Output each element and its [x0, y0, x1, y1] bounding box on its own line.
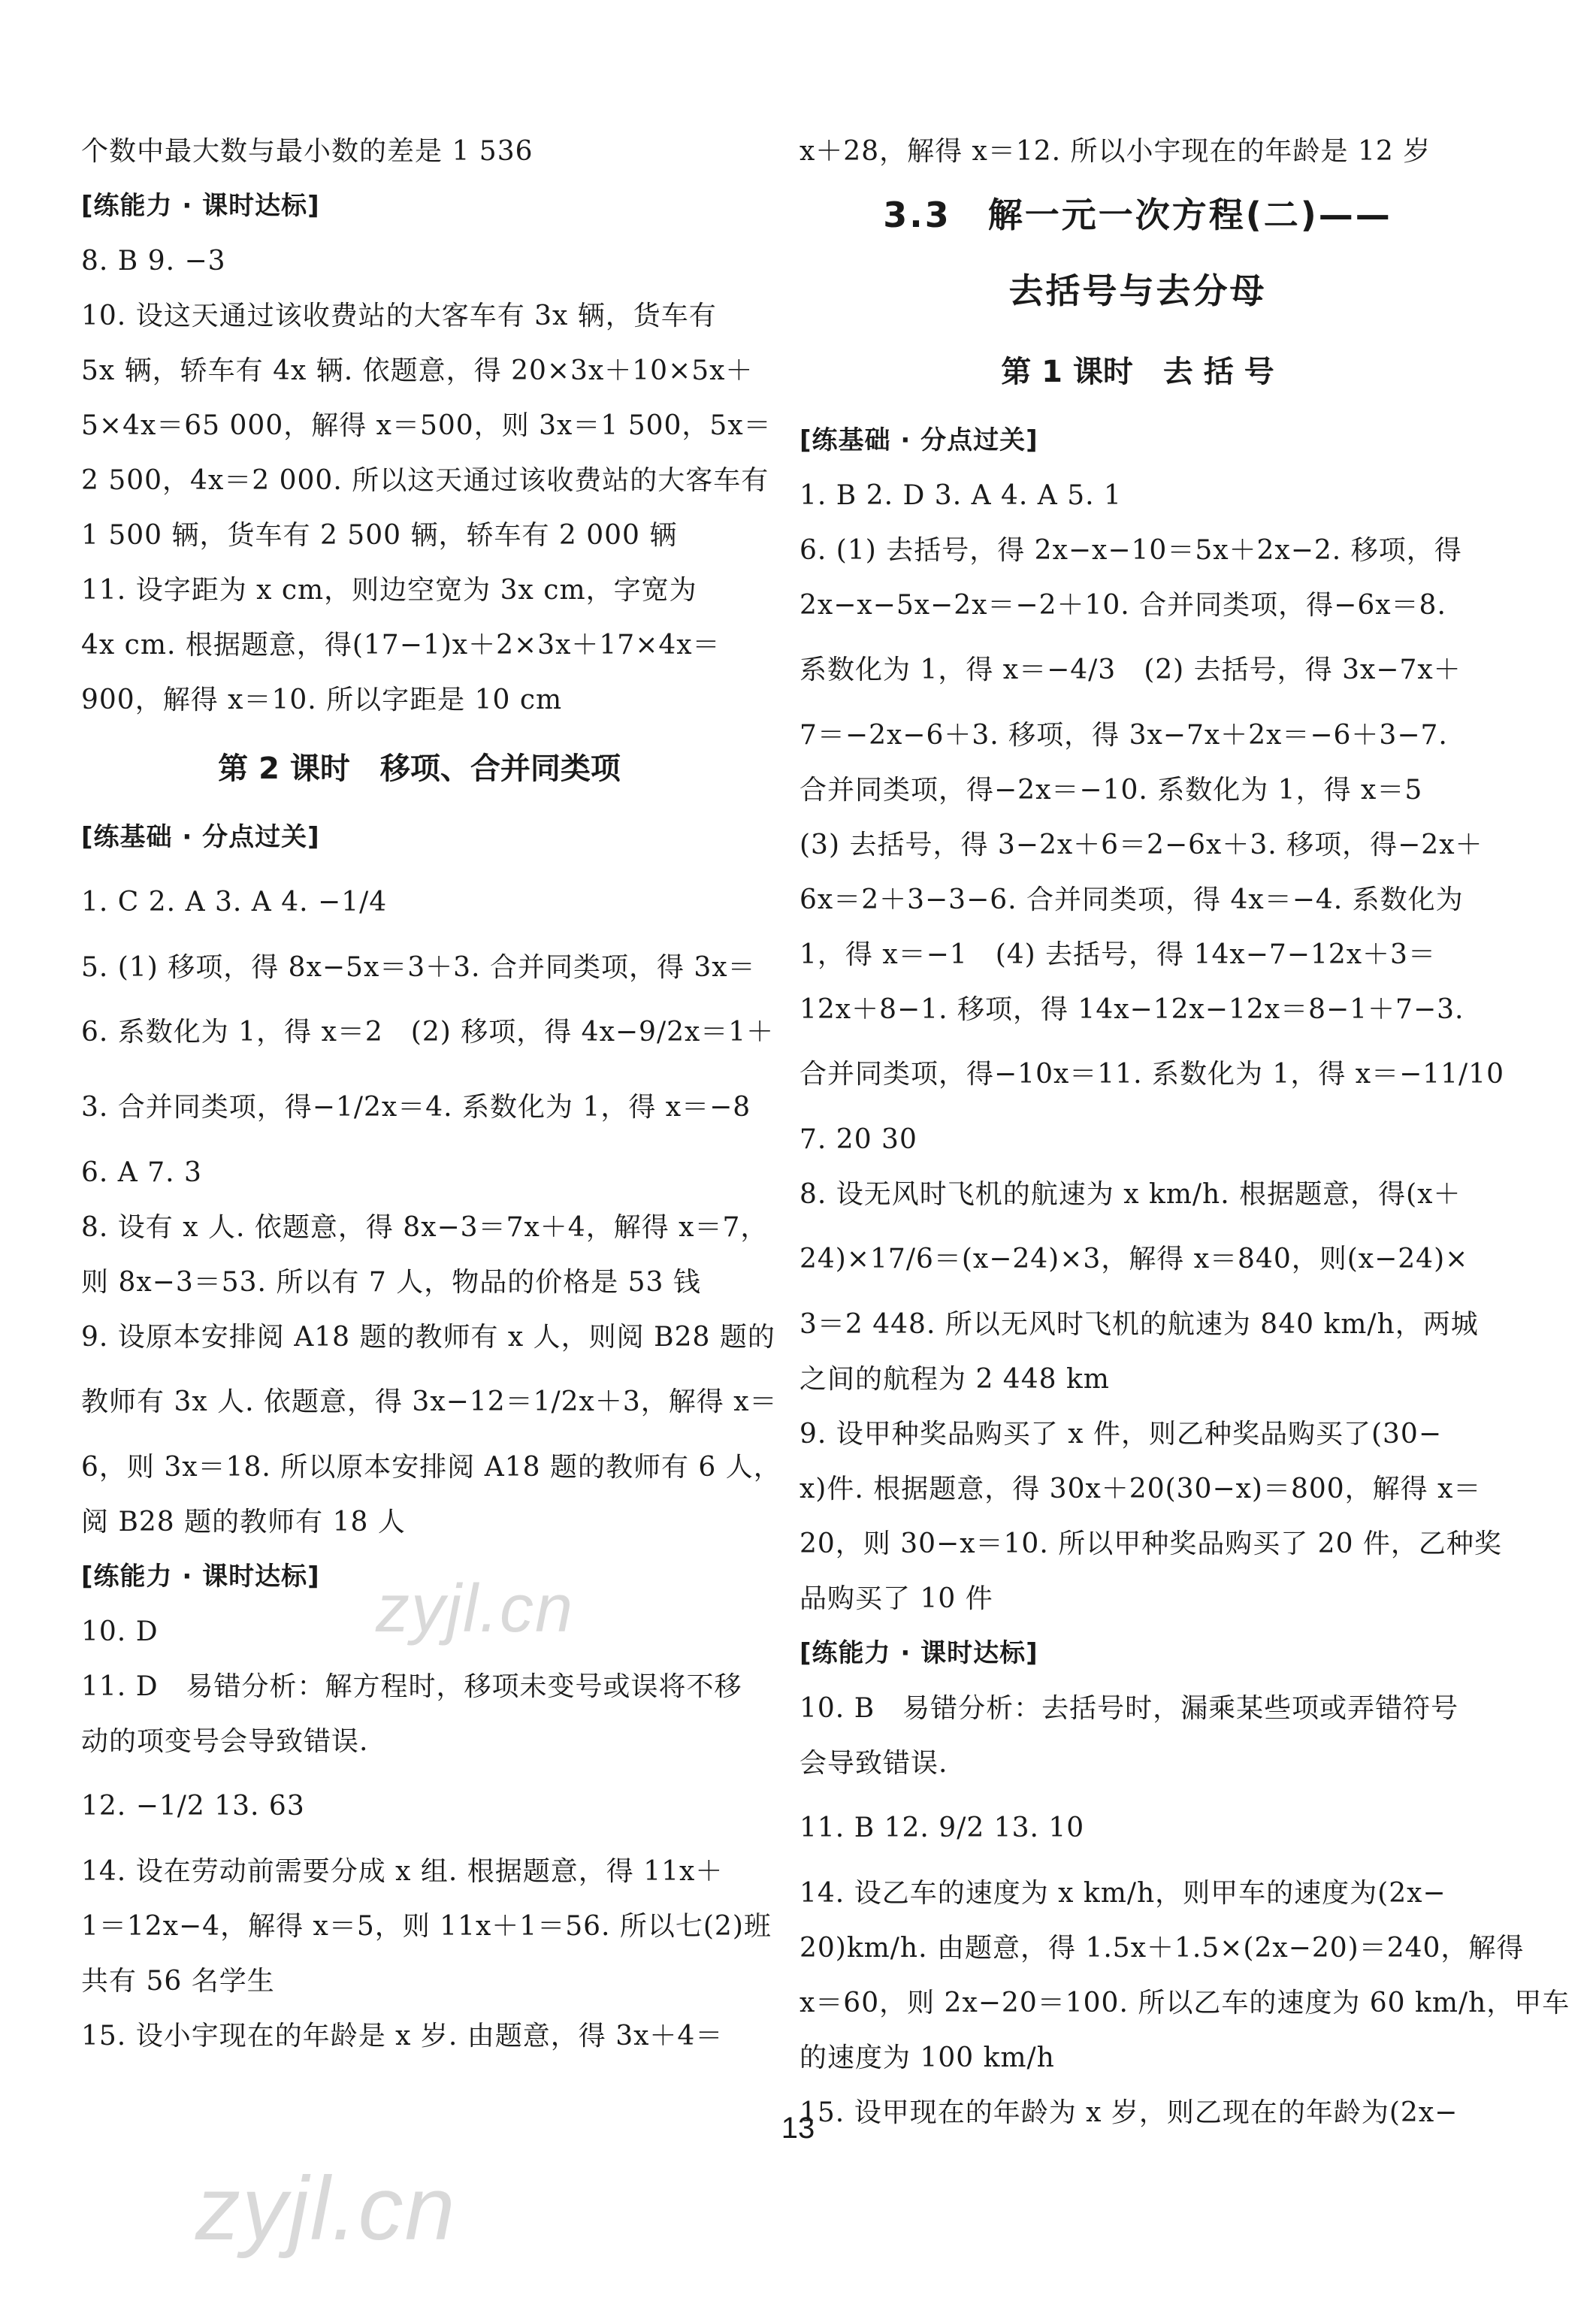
answer-line: 之间的航程为 2 448 km — [800, 1364, 1110, 1395]
lesson-heading: 第 1 课时 去 括 号 — [1001, 355, 1274, 389]
answer-line: 系数化为 1，得 x＝−4/3 (2) 去括号，得 3x−7x＋ — [800, 655, 1461, 685]
answer-line: 1. B 2. D 3. A 4. A 5. 1 — [800, 480, 1122, 511]
answer-line: 6. 系数化为 1，得 x＝2 (2) 移项，得 4x−9/2x＝1＋ — [81, 1017, 775, 1048]
section-label: [练能力 · 课时达标] — [81, 191, 320, 221]
answer-line: 2 500，4x＝2 000. 所以这天通过该收费站的大客车有 — [81, 465, 769, 496]
answer-line: 11. B 12. 9/2 13. 10 — [800, 1813, 1085, 1843]
answer-line: 合并同类项，得−10x＝11. 系数化为 1，得 x＝−11/10 — [800, 1059, 1504, 1090]
answer-line: 24)×17/6＝(x−24)×3，解得 x＝840，则(x−24)× — [800, 1244, 1469, 1274]
answer-line: 10. D — [81, 1616, 159, 1647]
answer-line: 5×4x＝65 000，解得 x＝500，则 3x＝1 500，5x＝ — [81, 410, 772, 441]
answer-line: 6. (1) 去括号，得 2x−x−10＝5x＋2x−2. 移项，得 — [800, 535, 1462, 566]
answer-line: 6. A 7. 3 — [81, 1157, 202, 1188]
answer-line: x＝60，则 2x−20＝100. 所以乙车的速度为 60 km/h，甲车 — [800, 1988, 1570, 2018]
answer-line: 4x cm. 根据题意，得(17−1)x＋2×3x＋17×4x＝ — [81, 630, 721, 661]
answer-line: 8. 设有 x 人. 依题意，得 8x−3＝7x＋4，解得 x＝7， — [81, 1212, 769, 1243]
answer-line: (3) 去括号，得 3−2x＋6＝2−6x＋3. 移项，得−2x＋ — [800, 830, 1483, 860]
answer-line: 20)km/h. 由题意，得 1.5x＋1.5×(2x−20)＝240，解得 — [800, 1933, 1525, 1964]
left-column — [81, 124, 781, 2064]
answer-line: 5. (1) 移项，得 8x−5x＝3＋3. 合并同类项，得 3x＝ — [81, 952, 756, 983]
answer-line: 10. B 易错分析：去括号时，漏乘某些项或弄错符号 — [800, 1693, 1459, 1724]
section-label: [练基础 · 分点过关] — [81, 822, 320, 852]
answer-line: 15. 设小宇现在的年龄是 x 岁. 由题意，得 3x＋4＝ — [81, 2021, 724, 2052]
answer-line: 7. 20 30 — [800, 1124, 917, 1155]
answer-line: 教师有 3x 人. 依题意，得 3x−12＝1/2x＋3，解得 x＝ — [81, 1386, 778, 1417]
answer-line: 品购买了 10 件 — [800, 1583, 993, 1614]
section-label: [练能力 · 课时达标] — [81, 1562, 320, 1592]
answer-line: 1 500 辆，货车有 2 500 辆，轿车有 2 000 辆 — [81, 520, 678, 551]
section-label: [练基础 · 分点过关] — [800, 425, 1038, 455]
watermark: zyjl.cn — [195, 2158, 457, 2259]
answer-line: 900，解得 x＝10. 所以字距是 10 cm — [81, 685, 563, 715]
right-column — [800, 124, 1570, 2140]
answer-line: 11. 设字距为 x cm，则边空宽为 3x cm，字宽为 — [81, 575, 697, 606]
answer-line: 的速度为 100 km/h — [800, 2042, 1055, 2073]
answer-line: 9. 设甲种奖品购买了 x 件，则乙种奖品购买了(30− — [800, 1419, 1442, 1450]
answer-line: x)件. 根据题意，得 30x＋20(30−x)＝800，解得 x＝ — [800, 1474, 1482, 1504]
answer-line: 8. 设无风时飞机的航速为 x km/h. 根据题意，得(x＋ — [800, 1179, 1461, 1210]
answer-line: 14. 设在劳动前需要分成 x 组. 根据题意，得 11x＋ — [81, 1856, 724, 1887]
answer-line: 15. 设甲现在的年龄为 x 岁，则乙现在的年龄为(2x− — [800, 2097, 1458, 2128]
answer-line: 会导致错误. — [800, 1748, 948, 1779]
lesson-heading: 第 2 课时 移项、合并同类项 — [218, 751, 621, 786]
answer-line: 5x 辆，轿车有 4x 辆. 依题意，得 20×3x＋10×5x＋ — [81, 355, 754, 386]
answer-line: 个数中最大数与最小数的差是 1 536 — [81, 136, 534, 167]
answer-line: 8. B 9. −3 — [81, 246, 226, 277]
answer-line: 1＝12x−4，解得 x＝5，则 11x＋1＝56. 所以七(2)班 — [81, 1911, 772, 1942]
answer-line: 2x−x−5x−2x＝−2＋10. 合并同类项，得−6x＝8. — [800, 590, 1446, 621]
answer-line: 7＝−2x−6＋3. 移项，得 3x−7x＋2x＝−6＋3−7. — [800, 720, 1448, 751]
answer-line: 共有 56 名学生 — [81, 1966, 275, 1997]
section-title: 3.3 解一元一次方程(二)—— — [883, 195, 1392, 235]
answer-line: 11. D 易错分析：解方程时，移项未变号或误将不移 — [81, 1671, 742, 1702]
answer-line: 3. 合并同类项，得−1/2x＝4. 系数化为 1，得 x＝−8 — [81, 1092, 751, 1123]
answer-line: 1. C 2. A 3. A 4. −1/4 — [81, 887, 388, 918]
answer-line: 20，则 30−x＝10. 所以甲种奖品购买了 20 件，乙种奖 — [800, 1528, 1502, 1559]
answer-line: 6x＝2＋3−3−6. 合并同类项，得 4x＝−4. 系数化为 — [800, 884, 1464, 915]
section-subtitle: 去括号与去分母 — [1008, 271, 1267, 311]
answer-line: 1，得 x＝−1 (4) 去括号，得 14x−7−12x＋3＝ — [800, 939, 1436, 970]
watermark: zyjl.cn — [376, 1571, 575, 1646]
answer-line: 则 8x−3＝53. 所以有 7 人，物品的价格是 53 钱 — [81, 1267, 701, 1298]
answer-line: 12. −1/2 13. 63 — [81, 1791, 305, 1822]
answer-line: 3＝2 448. 所以无风时飞机的航速为 840 km/h，两城 — [800, 1309, 1479, 1340]
answer-line: 12x＋8−1. 移项，得 14x−12x−12x＝8−1＋7−3. — [800, 994, 1465, 1025]
answer-line: 10. 设这天通过该收费站的大客车有 3x 辆，货车有 — [81, 301, 717, 331]
answer-line: 动的项变号会导致错误. — [81, 1726, 369, 1757]
answer-line: x＋28，解得 x＝12. 所以小宇现在的年龄是 12 岁 — [800, 136, 1431, 167]
answer-line: 14. 设乙车的速度为 x km/h，则甲车的速度为(2x− — [800, 1878, 1446, 1909]
page-number: 13 — [781, 2112, 815, 2145]
answer-line: 9. 设原本安排阅 A18 题的教师有 x 人，则阅 B28 题的 — [81, 1322, 775, 1353]
section-label: [练能力 · 课时达标] — [800, 1638, 1038, 1668]
answer-line: 阅 B28 题的教师有 18 人 — [81, 1507, 406, 1538]
answer-line: 6，则 3x＝18. 所以原本安排阅 A18 题的教师有 6 人， — [81, 1452, 781, 1483]
answer-line: 合并同类项，得−2x＝−10. 系数化为 1，得 x＝5 — [800, 775, 1423, 806]
